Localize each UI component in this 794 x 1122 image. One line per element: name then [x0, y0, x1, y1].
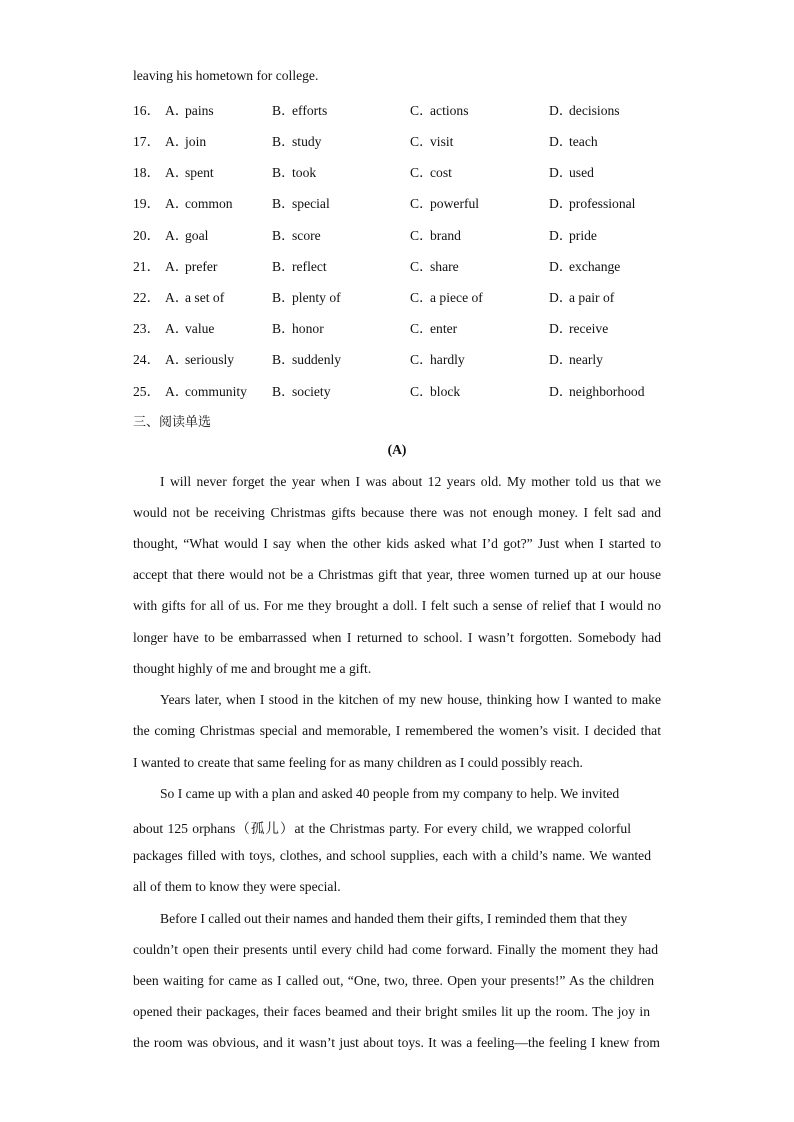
option-b: B．honor	[272, 321, 324, 336]
option-a: A．common	[165, 196, 233, 211]
option-b: B．efforts	[272, 103, 328, 118]
question-number: 16．	[133, 103, 161, 118]
question-row	[133, 255, 693, 275]
passage-line: would not be receiving Christmas gifts because there was not enough money. I felt sad and	[133, 505, 661, 520]
question-number: 25．	[133, 384, 161, 399]
question-number: 18．	[133, 165, 161, 180]
option-a: A．seriously	[165, 352, 235, 367]
section-heading: 三、阅读单选	[133, 415, 212, 430]
option-b: B．study	[272, 134, 322, 149]
continued-sentence: leaving his hometown for college.	[133, 68, 319, 83]
passage-line: longer have to be embarrassed when I returned to school. I wasn’t forgotten. Somebody had	[133, 630, 661, 645]
passage-title: (A)	[387, 442, 407, 457]
question-row	[133, 161, 693, 181]
question-row	[133, 348, 693, 368]
option-c: C．powerful	[410, 196, 480, 211]
option-c: C．cost	[410, 165, 452, 180]
option-c: C．block	[410, 384, 461, 399]
option-a: A．a set of	[165, 290, 225, 305]
passage-line: the coming Christmas special and memorable, I remembered the women’s visit. I decided that	[133, 723, 661, 738]
question-row	[133, 130, 693, 150]
option-c: C．share	[410, 259, 459, 274]
question-row	[133, 224, 693, 244]
question-number: 21．	[133, 259, 161, 274]
passage-line: thought, “What would I say when the other kids asked what I’d got?” Just when I started to	[133, 536, 661, 551]
option-c: C．enter	[410, 321, 458, 336]
option-d: D．a pair of	[549, 290, 615, 305]
option-a: A．community	[165, 384, 247, 399]
option-a: A．value	[165, 321, 215, 336]
passage-line: packages filled with toys, clothes, and school supplies, each with a child’s name. We wanted	[133, 848, 651, 863]
passage-line: with gifts for all of us. For me they brought a doll. I felt such a sense of relief that I would no	[133, 598, 661, 613]
option-b: B．suddenly	[272, 352, 342, 367]
option-d: D．neighborhood	[549, 384, 645, 399]
question-number: 24．	[133, 352, 161, 367]
option-d: D．professional	[549, 196, 636, 211]
question-number: 23．	[133, 321, 161, 336]
option-d: D．exchange	[549, 259, 621, 274]
passage-line: the room was obvious, and it wasn’t just about toys. It was a feeling—the feeling I knew from	[133, 1035, 660, 1050]
question-row	[133, 99, 693, 119]
option-b: B．plenty of	[272, 290, 341, 305]
question-row	[133, 380, 693, 400]
question-number: 19．	[133, 196, 161, 211]
passage-line: thought highly of me and brought me a gift.	[133, 661, 372, 676]
option-c: C．hardly	[410, 352, 465, 367]
option-c: C．brand	[410, 228, 461, 243]
passage-line: opened their packages, their faces beamed and their bright smiles lit up the room. The joy in	[133, 1004, 650, 1019]
passage-line: accept that there would not be a Christmas gift that year, three women turned up at our house	[133, 567, 661, 582]
option-b: B．special	[272, 196, 330, 211]
passage-line: I will never forget the year when I was about 12 years old. My mother told us that we	[160, 474, 661, 489]
passage-line: I wanted to create that same feeling for as many children as I could possibly reach.	[133, 755, 583, 770]
option-a: A．join	[165, 134, 207, 149]
passage-line: Before I called out their names and handed them their gifts, I reminded them that they	[160, 911, 628, 926]
option-b: B．society	[272, 384, 331, 399]
option-b: B．took	[272, 165, 317, 180]
passage-line: Years later, when I stood in the kitchen of my new house, thinking how I wanted to make	[160, 692, 661, 707]
option-d: D．teach	[549, 134, 598, 149]
option-a: A．goal	[165, 228, 209, 243]
passage-line: So I came up with a plan and asked 40 people from my company to help. We invited	[160, 786, 620, 801]
passage-line: about 125 orphans（孤儿）at the Christmas party. For every child, we wrapped colorful	[133, 821, 631, 836]
option-d: D．used	[549, 165, 594, 180]
option-d: D．nearly	[549, 352, 603, 367]
option-a: A．prefer	[165, 259, 218, 274]
option-a: A．pains	[165, 103, 214, 118]
option-d: D．pride	[549, 228, 597, 243]
question-row	[133, 317, 693, 337]
option-a: A．spent	[165, 165, 214, 180]
option-c: C．a piece of	[410, 290, 483, 305]
question-number: 22．	[133, 290, 161, 305]
option-b: B．reflect	[272, 259, 327, 274]
question-number: 17．	[133, 134, 161, 149]
passage-line: all of them to know they were special.	[133, 879, 341, 894]
option-c: C．visit	[410, 134, 454, 149]
option-c: C．actions	[410, 103, 469, 118]
option-b: B．score	[272, 228, 321, 243]
question-number: 20．	[133, 228, 161, 243]
question-row	[133, 192, 693, 212]
option-d: D．receive	[549, 321, 609, 336]
question-row	[133, 286, 693, 306]
passage-line: couldn’t open their presents until every child had come forward. Finally the moment they had	[133, 942, 658, 957]
passage-line: been waiting for came as I called out, “One, two, three. Open your presents!” As the children	[133, 973, 654, 988]
option-d: D．decisions	[549, 103, 620, 118]
